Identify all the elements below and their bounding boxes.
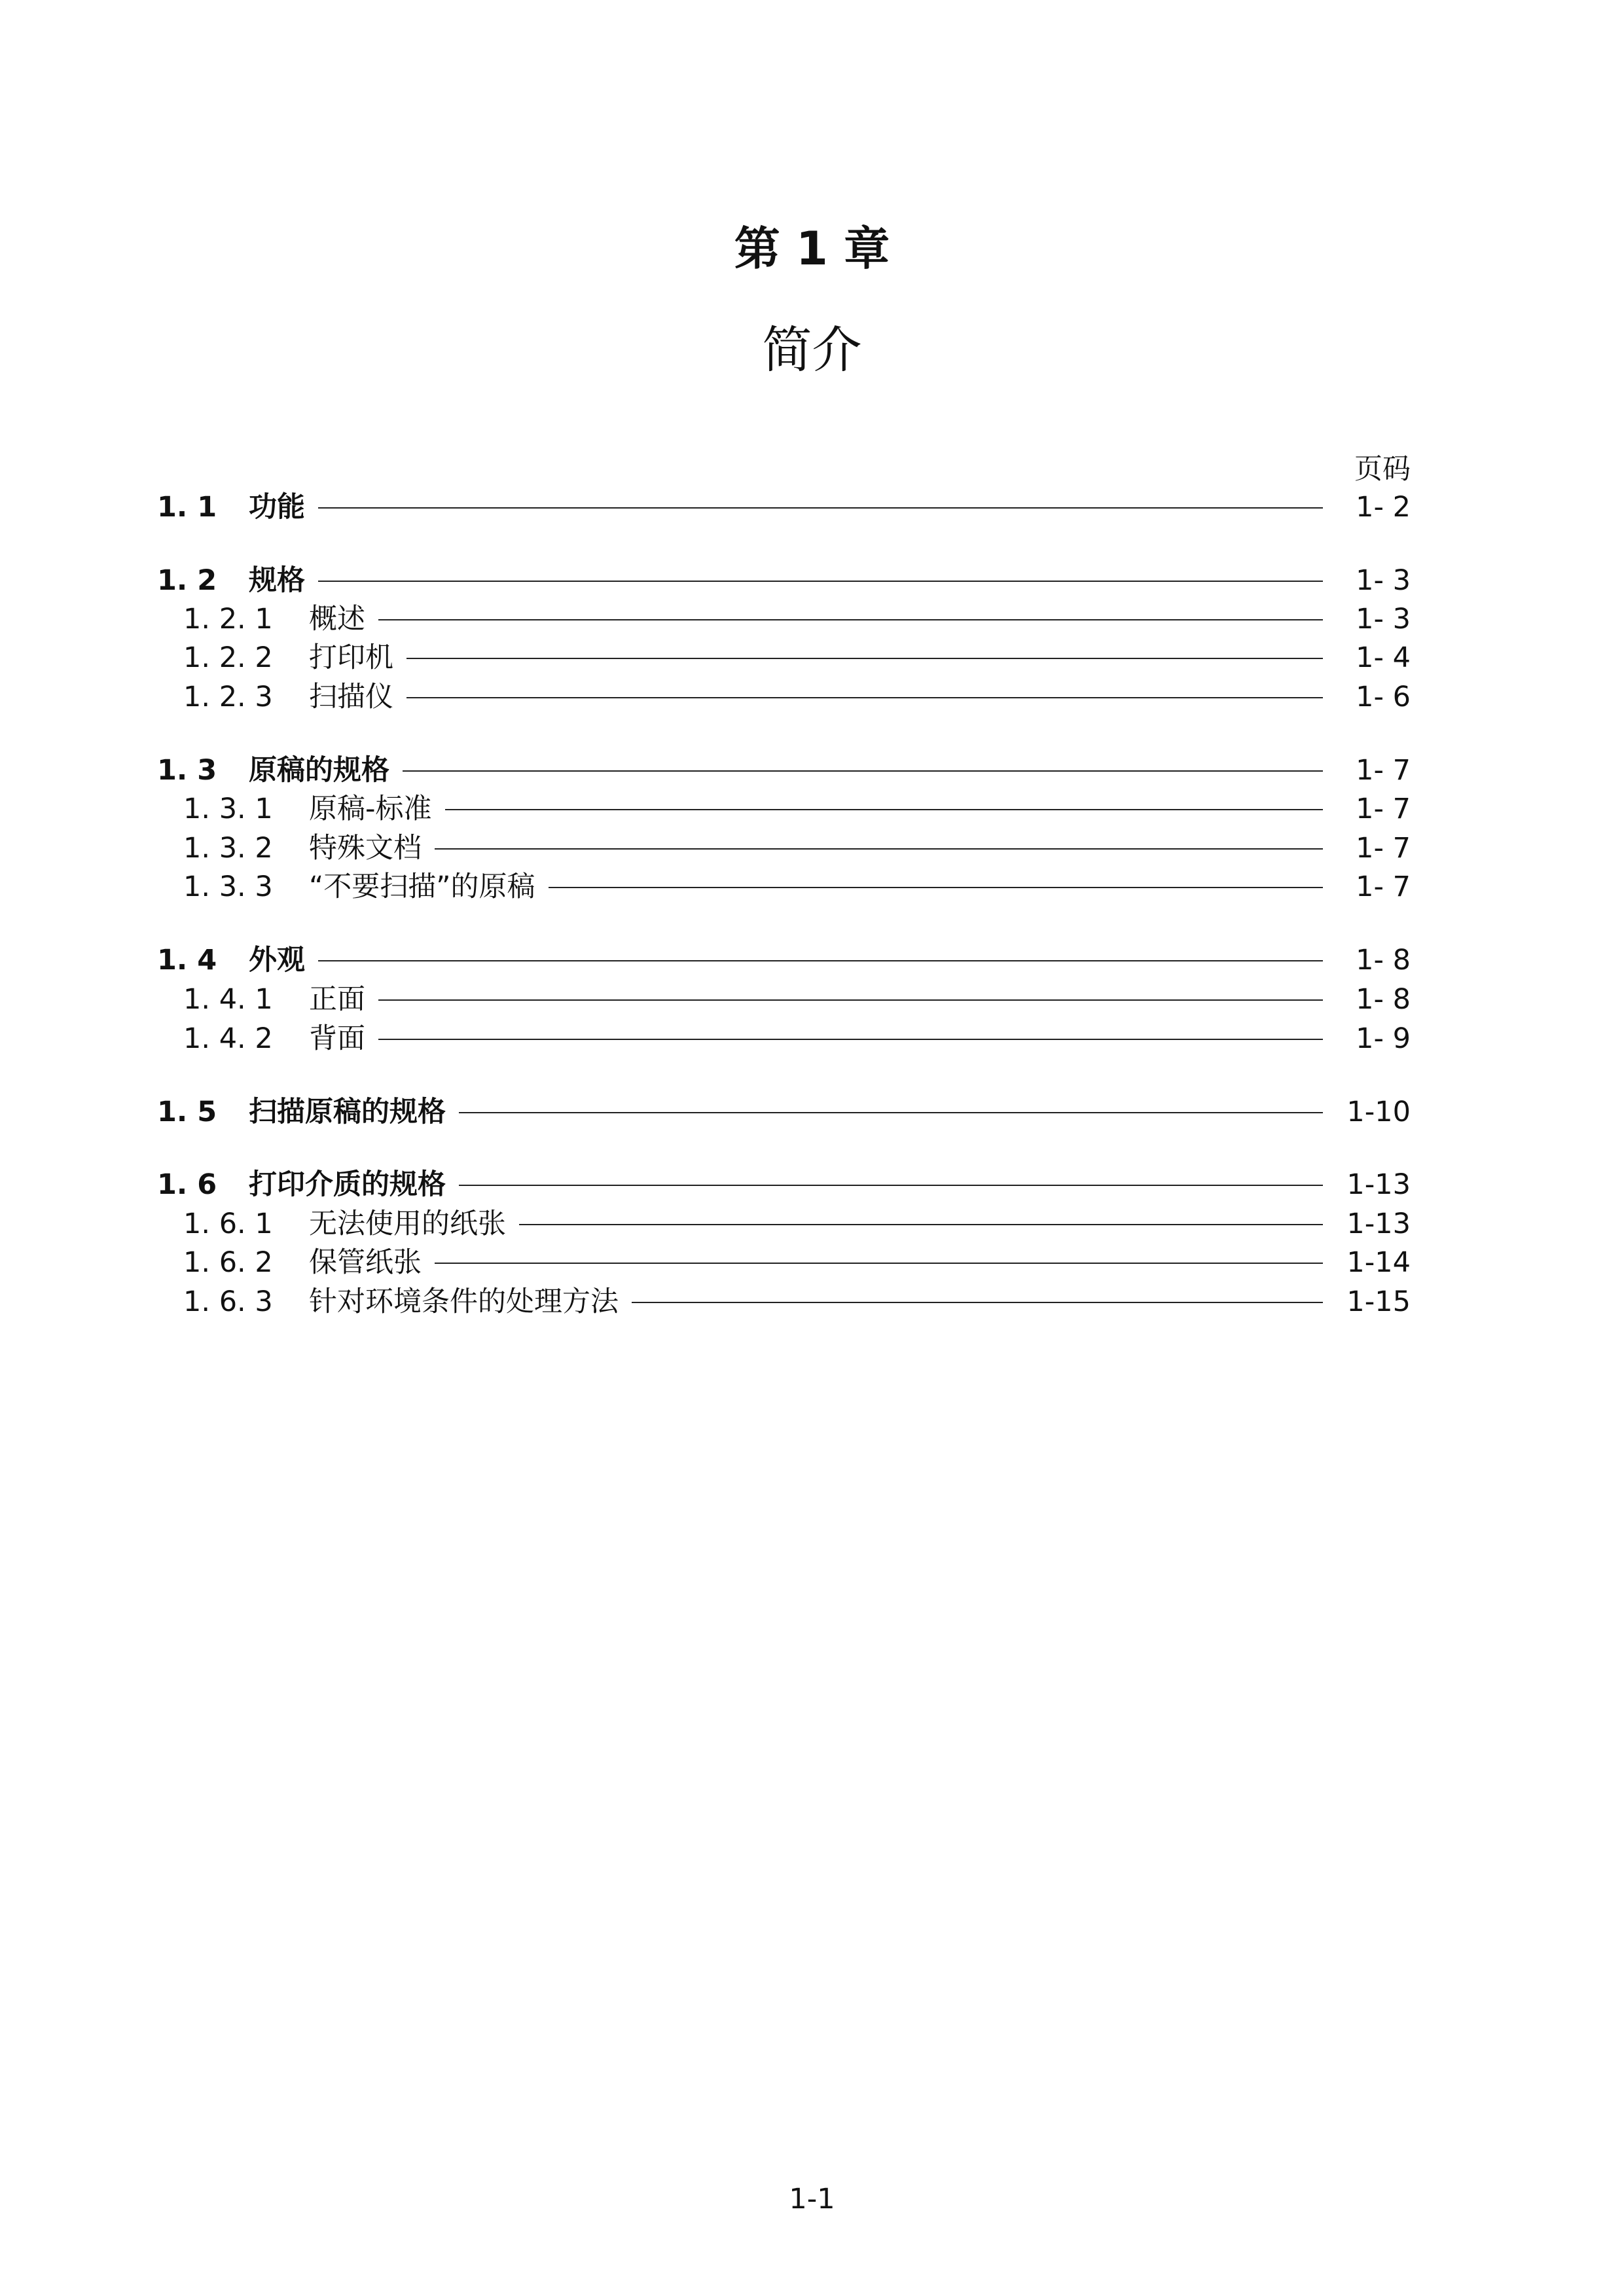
toc-entry-page: 1- 3 [1356, 603, 1411, 636]
toc-entry-page: 1- 9 [1356, 1022, 1411, 1055]
toc-entry-number: 1. 6. 3 [183, 1285, 273, 1318]
toc-entry-page: 1-15 [1346, 1285, 1411, 1318]
toc-leader-line [318, 507, 1323, 509]
toc-entry[interactable] [0, 561, 1624, 600]
toc-entry[interactable] [0, 751, 1624, 790]
toc-leader-line [632, 1302, 1323, 1303]
toc-leader-line [378, 1039, 1323, 1040]
toc-leader-line [318, 581, 1323, 582]
toc-entry-number: 1. 2. 2 [183, 641, 273, 674]
toc-entry-number: 1. 5 [157, 1096, 217, 1128]
toc-entry[interactable] [0, 789, 1624, 829]
toc-entry-title: 扫描原稿的规格 [249, 1096, 446, 1128]
toc-leader-line [378, 619, 1323, 620]
toc-entry[interactable] [0, 1282, 1624, 1321]
toc-leader-line [318, 960, 1323, 961]
toc-entry[interactable] [0, 867, 1624, 906]
toc-entry-page: 1- 7 [1356, 870, 1411, 903]
toc-entry-title: 外观 [249, 944, 305, 977]
chapter-heading: 第 1 章 [734, 222, 890, 276]
toc-leader-line [459, 1112, 1323, 1113]
toc-entry-page: 1- 2 [1356, 491, 1411, 524]
toc-entry-page: 1- 7 [1356, 832, 1411, 865]
toc-entry-title: 原稿的规格 [249, 754, 389, 787]
toc-entry-title: 特殊文档 [309, 832, 422, 865]
toc-entry-page: 1- 4 [1356, 641, 1411, 674]
toc-leader-line [445, 809, 1323, 810]
toc-entry-page: 1-10 [1346, 1096, 1411, 1128]
toc-entry-title: 保管纸张 [309, 1246, 422, 1279]
toc-entry[interactable] [0, 941, 1624, 980]
toc-entry-number: 1. 3. 3 [183, 870, 273, 903]
toc-entry-page: 1-13 [1346, 1168, 1411, 1201]
toc-entry-number: 1. 2. 3 [183, 681, 273, 713]
toc-leader-line [403, 770, 1323, 772]
toc-entry-title: 打印机 [309, 641, 393, 674]
toc-leader-line [459, 1185, 1323, 1186]
toc-leader-line [549, 887, 1323, 888]
toc-entry[interactable] [0, 600, 1624, 639]
toc-entry[interactable] [0, 1243, 1624, 1282]
toc-entry-page: 1- 8 [1356, 983, 1411, 1016]
toc-entry[interactable] [0, 677, 1624, 717]
toc-entry-number: 1. 2. 1 [183, 603, 273, 636]
toc-leader-line [519, 1224, 1323, 1225]
toc-entry-number: 1. 4 [157, 944, 217, 977]
toc-entry[interactable] [0, 1019, 1624, 1058]
toc-entry-number: 1. 3 [157, 754, 217, 787]
toc-entry[interactable] [0, 980, 1624, 1019]
toc-leader-line [378, 999, 1323, 1001]
toc-entry-page: 1- 7 [1356, 754, 1411, 787]
toc-entry-title: 概述 [309, 603, 365, 636]
toc-entry[interactable] [0, 1204, 1624, 1244]
toc-entry[interactable] [0, 638, 1624, 677]
toc-entry-title: 背面 [309, 1022, 365, 1055]
toc-leader-line [406, 697, 1323, 698]
toc-entry-title: 规格 [249, 564, 305, 597]
toc-entry-number: 1. 1 [157, 491, 217, 524]
toc-entry-title: 针对环境条件的处理方法 [309, 1285, 619, 1318]
toc-entry-number: 1. 3. 2 [183, 832, 273, 865]
chapter-title: 简介 [762, 321, 862, 379]
toc-entry-title: 正面 [309, 983, 365, 1016]
toc-entry-page: 1- 7 [1356, 793, 1411, 825]
toc-leader-line [435, 1263, 1323, 1264]
toc-entry-title: “不要扫描”的原稿 [309, 870, 535, 903]
toc-entry-page: 1- 8 [1356, 944, 1411, 977]
toc-entry-number: 1. 4. 1 [183, 983, 273, 1016]
footer-page-number: 1-1 [789, 2183, 835, 2215]
toc-leader-line [406, 658, 1323, 659]
toc-page-column-header: 页码 [1354, 453, 1411, 486]
toc-entry-title: 扫描仪 [309, 681, 393, 713]
toc-entry-title: 功能 [249, 491, 305, 524]
toc-entry-title: 打印介质的规格 [249, 1168, 446, 1201]
toc-entry-title: 无法使用的纸张 [309, 1208, 506, 1240]
toc-leader-line [435, 848, 1323, 850]
toc-entry-number: 1. 6. 2 [183, 1246, 273, 1279]
toc-entry-page: 1-13 [1346, 1208, 1411, 1240]
toc-entry-number: 1. 2 [157, 564, 217, 597]
toc-entry-page: 1- 3 [1356, 564, 1411, 597]
toc-entry-number: 1. 4. 2 [183, 1022, 273, 1055]
toc-entry[interactable] [0, 1165, 1624, 1204]
toc-entry-page: 1-14 [1346, 1246, 1411, 1279]
toc-entry[interactable] [0, 488, 1624, 527]
toc-entry[interactable] [0, 1092, 1624, 1132]
toc-entry-number: 1. 3. 1 [183, 793, 273, 825]
toc-entry-page: 1- 6 [1356, 681, 1411, 713]
toc-entry-number: 1. 6. 1 [183, 1208, 273, 1240]
toc-entry-number: 1. 6 [157, 1168, 217, 1201]
toc-entry-title: 原稿-标准 [309, 793, 432, 825]
toc-entry[interactable] [0, 829, 1624, 868]
